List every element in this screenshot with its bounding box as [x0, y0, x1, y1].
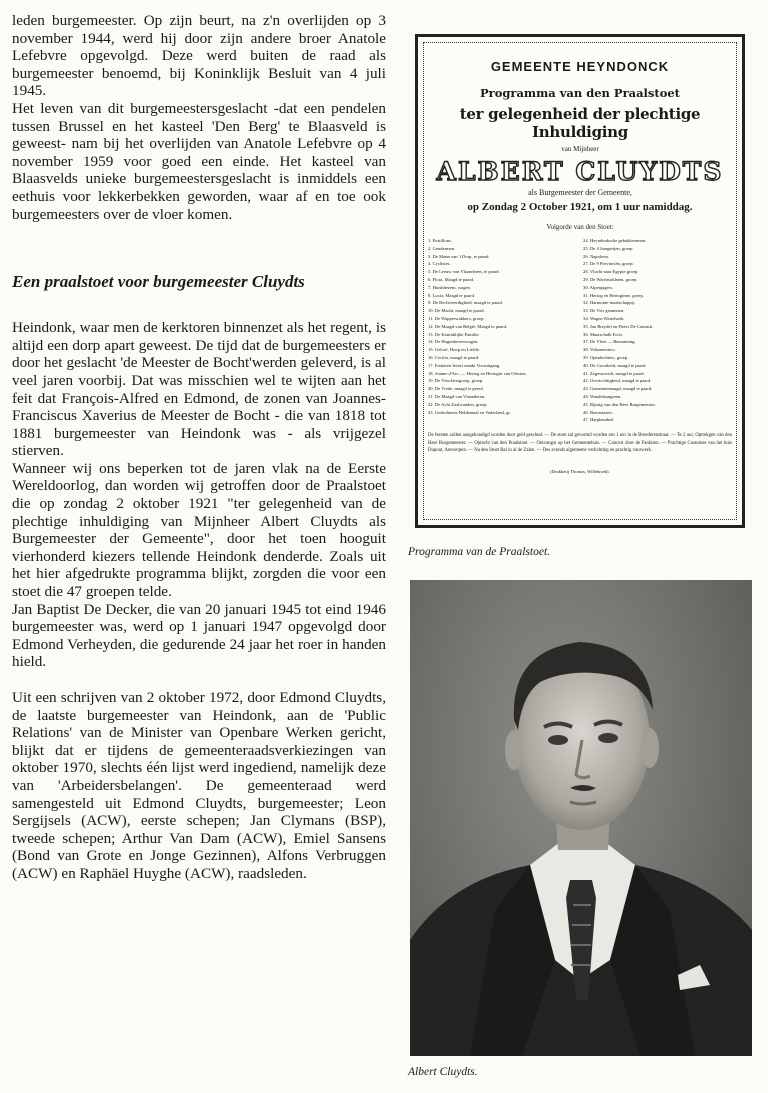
poster-group-item: 3. De Mann van 't Dorp, te paard.: [428, 253, 490, 259]
poster-group-item: 5. De Leeuw van Vlaanderen, te paard.: [428, 269, 500, 275]
article-column: [12, 12, 386, 883]
poster-group-item: 7. Huishbezem, wagen.: [428, 284, 471, 290]
poster-role: als Burgemeester der Gemeente,: [528, 188, 632, 197]
poster-group-item: 34. Wagen Waterhoek.: [583, 315, 625, 321]
poster-group-item: 12. De Maagd van België, Maagd te paard.: [428, 323, 508, 329]
poster-van: van Mijnheer: [561, 145, 599, 153]
poster-group-item: 35. Jan Breydel en Pieter De Coninck.: [583, 323, 654, 329]
paragraph: Heindonk, waar men de kerktoren binnenzet als het regent, is altijd een dorp apart geweest. De tijd dat de burgemeesters er door het geslacht 'de Meester de Bocht'werden geleverd, is al veel jaren voorbij. Dat was misschien wel te wijten aan het feit dat François-Alfred en Edmond, de zonen van Joannes-Franciscus Xaverius de Meester de Bocht - die van 1818 tot 1881 burgemeester van Heindonk was - als vrijgezel stierven.: [12, 319, 386, 460]
poster-group-item: 47. Harpbandeel.: [583, 417, 615, 423]
poster-group-item: 16. Cecilia, maagd te paard.: [428, 354, 480, 360]
poster-date: op Zondag 2 October 1921, om 1 uur namiddag.: [467, 201, 693, 213]
paragraph: Uit een schrijven van 2 oktober 1972, door Edmond Cluydts, de laatste burgemeester van Heindonk, aan de 'Public Relations' van de Minister van Openbare Werken gericht, blijkt dat er tijdens de gemeenteraadsverkiezingen van oktober 1970, slechts één lijst werd ingediend, namelijk deze van 'Arbeidersbelangen'. De gemeenteraad werd samengesteld uit Edmond Cluydts, burgemeester; Leon Sergijsels (ACW), eerste schepen; Jan Clymans (BSP), tweede schepen; Arthur Van Dam (ACW), Emiel Sansens (Bond van Grote en Jonge Gezinnen), Alfons Verbruggen (ACW) en Raphäel Huyghe (ACW), raadsleden.: [12, 689, 386, 882]
poster-group-item: 15. Geloof, Hoop en Liefde.: [428, 347, 480, 353]
poster-group-item: 10. De Macht, maagd te paard.: [428, 308, 485, 314]
poster-group-list: [428, 237, 732, 424]
portrait-illustration: [410, 580, 752, 1056]
poster-group-item: 45. Rijtuig van den Heer Burgemeester.: [583, 401, 656, 407]
poster-group-item: 4. Cyclistes.: [428, 261, 451, 267]
poster-group-item: 19. De Visschersgroep, groep.: [428, 378, 484, 384]
poster-group-item: 6. Flora, Maagd te paard.: [428, 276, 475, 282]
paragraph: Jan Baptist De Decker, die van 20 januari 1945 tot eind 1946 burgemeester was, werd op 1 januari 1947 opgevolgd door Edmond Verheyden, die gedurende 24 jaar het roer in handen hield.: [12, 600, 386, 671]
poster-order-title: Volgorde van den Stoet:: [546, 223, 614, 231]
poster-group-item: 21. De Maagd van Vlaanderen.: [428, 393, 486, 399]
portrait-photo: [410, 580, 752, 1056]
program-poster: [415, 34, 745, 528]
poster-group-item: 31. Hertog en Hertoginne, groep.: [583, 292, 644, 298]
paragraph: leden burgemeester. Op zijn beurt, na z'n overlijden op 3 november 1944, werd hij door zijn andere broer Anatole Lefebvre opgevolgd. Deze werd buiten de raad als burgemeester benoemd, bij Koninklijk Besluit van 4 juli 1945.: [12, 12, 386, 100]
poster-group-item: 8. Lucia, Maagd te paard.: [428, 292, 476, 298]
poster-group-item: 32. Harmonie-maatschappij.: [583, 300, 636, 306]
poster-group-item: 43. Gemeentemaagd, maagd te paard.: [583, 386, 653, 392]
poster-group-item: 38. Volumeesters.: [583, 347, 616, 353]
poster-group-item: 20. De Vrede, maagd te peerd.: [428, 386, 484, 392]
poster-group-item: 9. De Rechtveerdigheid, maagd te paard.: [428, 300, 504, 306]
poster-group-item: 1. Postillons.: [428, 238, 452, 243]
poster-municipality: GEMEENTE HEYNDONCK: [490, 59, 670, 74]
portrait-caption: Albert Cluydts.: [408, 1066, 478, 1078]
poster-group-item: 17. Fanfaren Ievert maakt Vooruitgang.: [428, 362, 501, 368]
poster-group-item: 41. Zegewerrich, maagd te paard.: [583, 370, 645, 376]
poster-group-item: 2. Gendarmen.: [428, 245, 456, 251]
poster-group-item: 40. De Grootheid, maagd te paard.: [583, 362, 647, 368]
poster-group-item: 36. Maarschalk Foch.: [583, 331, 623, 337]
poster-group-item: 25. De 4 Jaargetijen, groep.: [583, 245, 634, 251]
poster-list-left: [428, 237, 577, 424]
poster-group-item: 27. De 9 Provinciën, groep.: [583, 261, 634, 267]
paragraph: Het leven van dit burgemeestersgeslacht -dat een pendelen tussen Brussel en het kasteel 'Den Berg' te Blaasveld is geweest- nam bij het overlijden van Anatole Lefebvre op 4 november 1959 voor goed een einde. Het kasteel van Blaasvelds unieke burgemeestersgeslacht is inmiddels een eethuis voor lekkerbekken geworden, waar af en toe ook burgemeesters over de vloer komen.: [12, 99, 386, 223]
poster-group-item: 14. De Hugenbroerswagen.: [428, 339, 479, 345]
poster-name: ALBERT CLUYDTS: [436, 157, 724, 186]
section-heading: Een praalstoet voor burgemeester Cluydts: [12, 272, 305, 292]
poster-group-item: 37. De Vleet — Bemanning.: [583, 339, 636, 345]
poster-occasion: ter gelegenheid der plechtige Inhuldiging: [459, 105, 701, 141]
poster-group-item: 22. De Acht Zaalwanden, groep.: [428, 401, 488, 407]
poster-group-item: 11. De Wapperwakkers, groep.: [428, 315, 485, 321]
poster-list-right: [583, 237, 732, 424]
poster-group-item: 46. Boerenazen.: [583, 409, 613, 415]
poster-group-item: 29. De Wachtsoldaten, groep.: [583, 276, 638, 282]
poster-group-item: 23. Gedachtenis Heldentaal en Vaderland, gr.: [428, 409, 511, 415]
poster-title: Programma van den Praalstoet: [479, 86, 680, 100]
poster-group-item: 28. Vlucht naar Egypte groep.: [583, 269, 639, 275]
poster-group-item: 26. Napoleon.: [583, 253, 609, 259]
poster-note: De feesten zullen aangekondigd worden door geld geschud. — De stoet zal gevormd worden om 1 uur in de Broederenstraat. — Te 2 uur, Optrekgen van den Heer Burgemeester. — Optocht van den Praalstoet. — Ontvangst op het Gemeentehuis. — Concert door de Fanfaren. — Prachtige Costumes van het huis Dupont, Antwerpen. — Na den Stoet Bal in al de Zalen. — Des avonds algemeene verlichting en prachtig vuurwerk.: [428, 433, 732, 454]
poster-caption: Programma van de Praalstoet.: [408, 546, 551, 558]
poster-group-item: 44. Wandelzangeren.: [583, 393, 622, 399]
poster-printer: (Drukkerij Thomas, Willebroek).: [550, 468, 610, 474]
poster-group-item: 30. Alpenjagers.: [583, 284, 614, 290]
poster-group-item: 18. Jeanne d'Arc, — Hertog en Hertogin van Orleans.: [428, 370, 527, 376]
poster-group-item: 42. Overtochtigheid, maagd te paard.: [583, 378, 652, 384]
poster-group-item: 33. De Vier getanssen.: [583, 308, 625, 314]
paragraph: Wanneer wij ons beperken tot de jaren vlak na de Eerste Wereldoorlog, dan worden wij getroffen door de Praalstoet die op zondag 2 oktober 1921 "ter gelegenheid van de plechtige inhuldiging van Mijnheer Albert Cluydts als Burgemeester der Gemeente", door het toen hooguit vierhonderd kiezers tellende Heindonk denderde. Zoals uit het hier afgedrukte programma blijkt, zorgden die voor een stoet die 47 groepen telde.: [12, 459, 386, 601]
poster-group-item: 39. Openluchters, groep.: [583, 354, 629, 360]
poster-group-item: 13. De Koninklijke Familie.: [428, 331, 480, 337]
poster-group-item: 24. Heyndonksche gebakkeramen.: [583, 238, 647, 243]
